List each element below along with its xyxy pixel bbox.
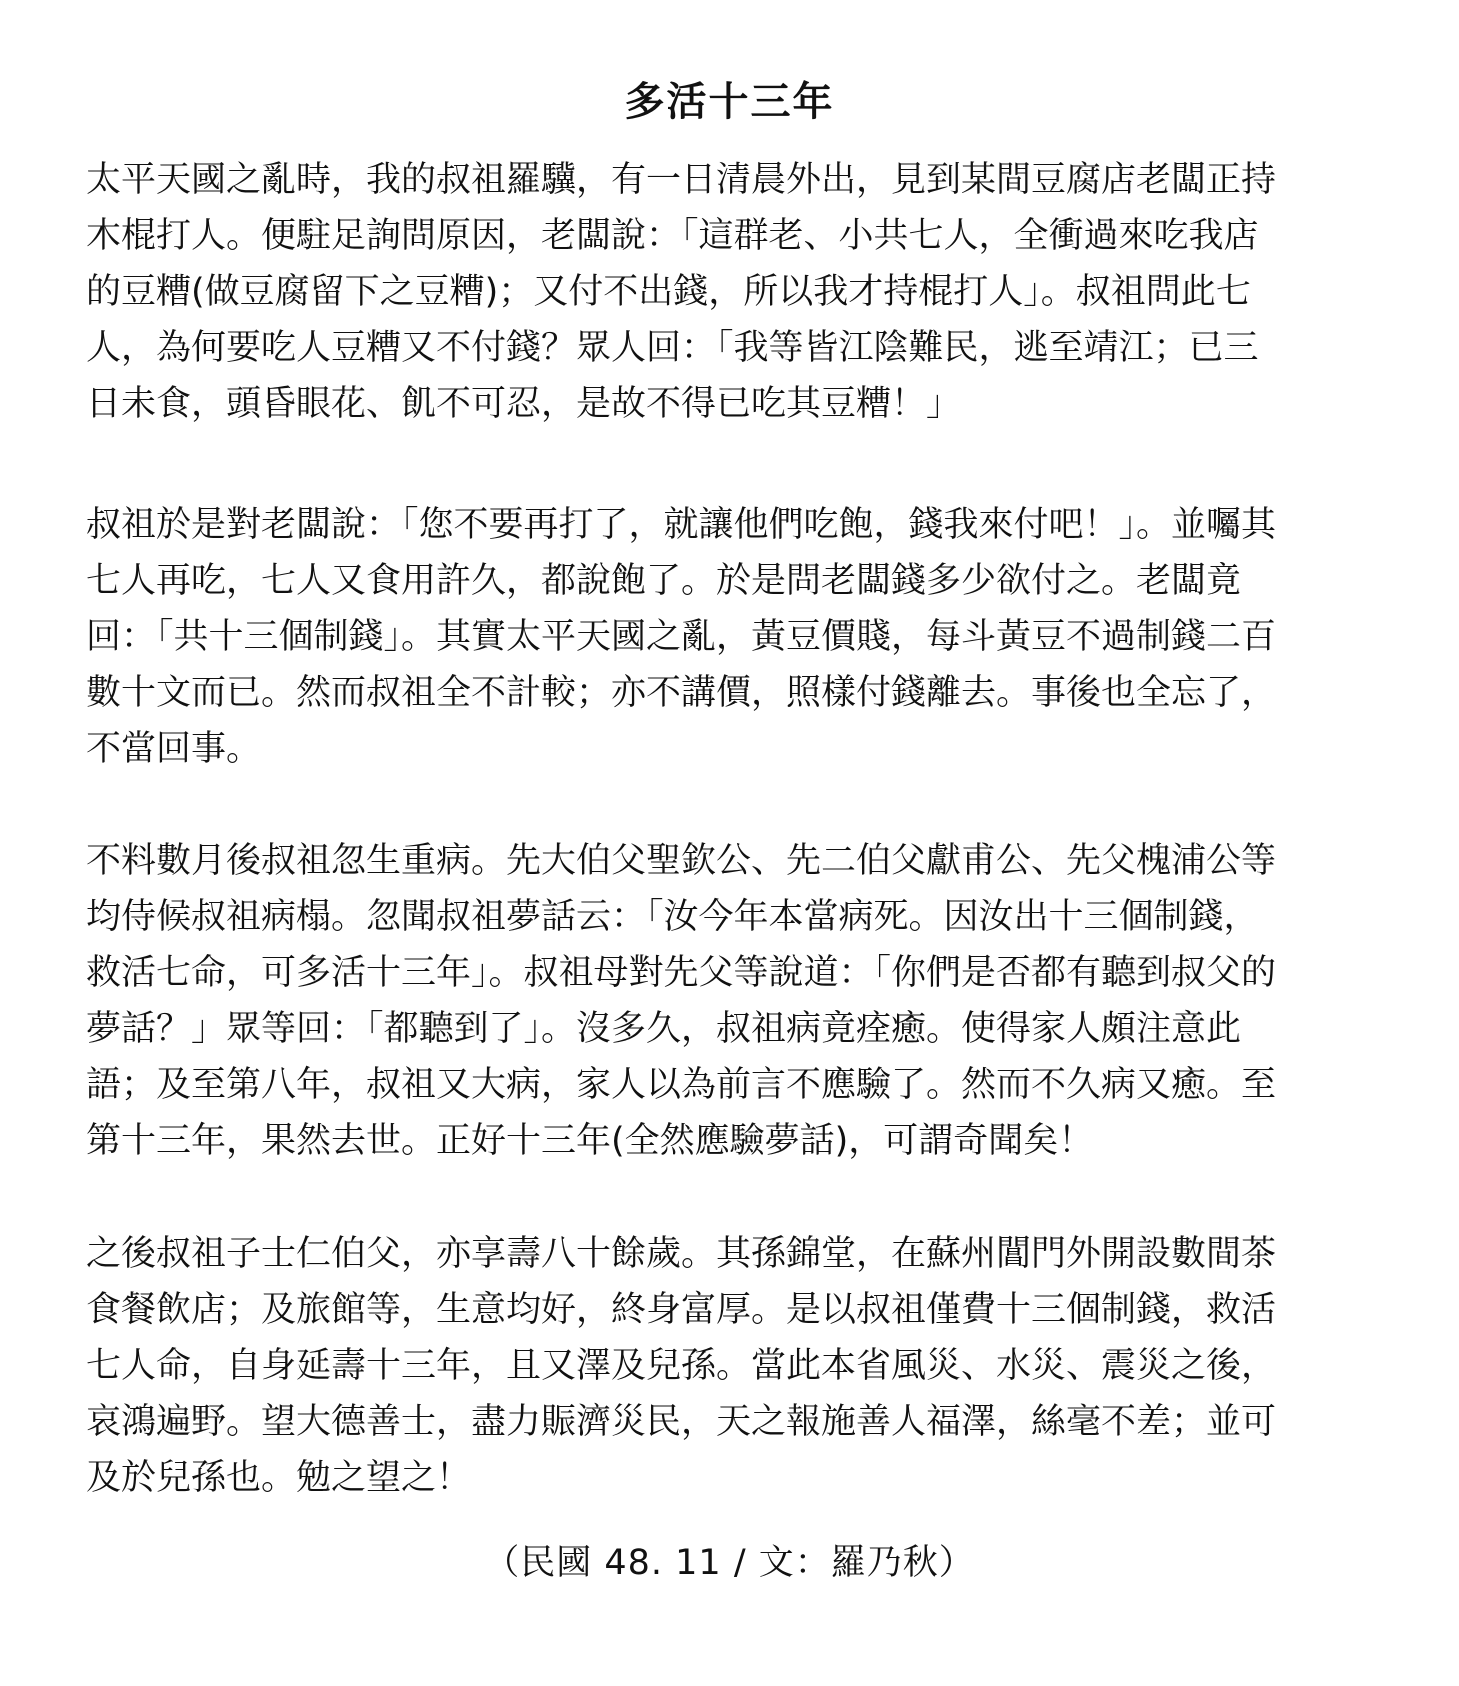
text-line: 的豆糟(做豆腐留下之豆糟)；又付不出錢，所以我才持棍打人」。叔祖問此七 xyxy=(86,272,1251,312)
paragraph-4 xyxy=(86,1226,1386,1506)
text-line: 夢話？」眾等回：「都聽到了」。沒多久，叔祖病竟痊癒。使得家人頗注意此 xyxy=(86,1009,1242,1049)
text-line: 食餐飲店；及旅館等，生意均好，終身富厚。是以叔祖僅費十三個制錢，救活 xyxy=(86,1290,1277,1330)
text-line: 回：「共十三個制錢」。其實太平天國之亂，黃豆價賤，每斗黃豆不過制錢二百 xyxy=(86,617,1277,657)
text-line: 均侍候叔祖病榻。忽聞叔祖夢話云：「汝今年本當病死。因汝出十三個制錢， xyxy=(86,897,1259,937)
text-line: 不當回事。 xyxy=(86,729,262,769)
text-line: 七人再吃，七人又食用許久，都說飽了。於是問老闆錢多少欲付之。老闆竟 xyxy=(86,561,1242,601)
paragraph-3 xyxy=(86,833,1386,1169)
author-signature: （民國 48. 11 / 文：羅乃秋） xyxy=(484,1543,975,1583)
paragraph-1 xyxy=(86,152,1386,432)
text-line: 之後叔祖子士仁伯父，亦享壽八十餘歲。其孫錦堂，在蘇州閶門外開設數間茶 xyxy=(86,1234,1277,1274)
text-line: 七人命，自身延壽十三年，且又澤及兒孫。當此本省風災、水災、震災之後， xyxy=(86,1346,1277,1386)
text-line: 木棍打人。便駐足詢問原因，老闆說：「這群老、小共七人，全衝過來吃我店 xyxy=(86,216,1259,256)
text-line: 語；及至第八年，叔祖又大病，家人以為前言不應驗了。然而不久病又癒。至 xyxy=(86,1065,1277,1105)
text-line: 太平天國之亂時，我的叔祖羅驥，有一日清晨外出，見到某間豆腐店老闆正持 xyxy=(86,160,1277,200)
text-line: 哀鴻遍野。望大德善士，盡力賑濟災民，天之報施善人福澤，絲毫不差；並可 xyxy=(86,1402,1277,1442)
text-line: 不料數月後叔祖忽生重病。先大伯父聖欽公、先二伯父獻甫公、先父槐浦公等 xyxy=(86,841,1277,881)
text-line: 日未食，頭昏眼花、飢不可忍，是故不得已吃其豆糟！」 xyxy=(86,384,962,424)
paragraph-2 xyxy=(86,497,1386,777)
text-line: 第十三年，果然去世。正好十三年(全然應驗夢話)，可謂奇聞矣！ xyxy=(86,1121,1094,1161)
text-line: 人，為何要吃人豆糟又不付錢？眾人回：「我等皆江陰難民，逃至靖江；已三 xyxy=(86,328,1259,368)
text-line: 叔祖於是對老闆說：「您不要再打了，就讓他們吃飽，錢我來付吧！」。並囑其 xyxy=(86,505,1277,545)
text-line: 救活七命，可多活十三年」。叔祖母對先父等說道：「你們是否都有聽到叔父的 xyxy=(86,953,1277,993)
article-title: 多活十三年 xyxy=(624,79,835,125)
text-line: 數十文而已。然而叔祖全不計較；亦不講價，照樣付錢離去。事後也全忘了， xyxy=(86,673,1277,713)
text-line: 及於兒孫也。勉之望之！ xyxy=(86,1458,472,1498)
